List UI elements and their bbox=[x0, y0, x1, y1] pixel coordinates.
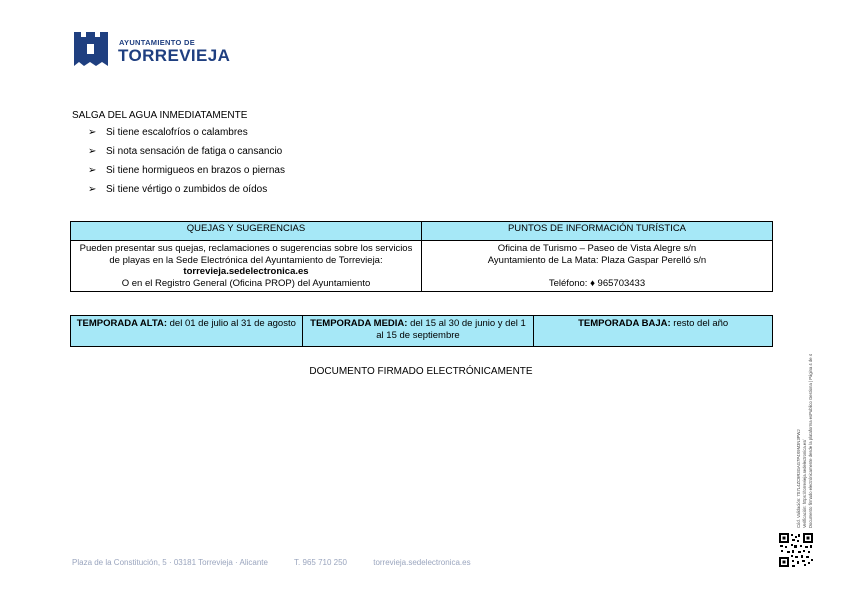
season-baja-label: TEMPORADA BAJA: bbox=[578, 318, 671, 329]
complaints-registry: O en el Registro General (Oficina PROP) del Ayuntamiento bbox=[121, 277, 371, 289]
arrow-bullet-icon: ➢ bbox=[88, 165, 97, 176]
tourist-phone: Teléfono: ♦ 965703433 bbox=[548, 277, 646, 289]
logo-org-big: TORREVIEJA bbox=[118, 46, 231, 65]
logo-org-small: AYUNTAMIENTO DE bbox=[119, 38, 196, 47]
symptom-list bbox=[88, 127, 285, 203]
season-baja-text: resto del año bbox=[670, 318, 729, 329]
season-alta-text: del 01 de julio al 31 de agosto bbox=[167, 318, 296, 329]
season-alta-label: TEMPORADA ALTA: bbox=[76, 318, 167, 329]
footer-address: Plaza de la Constitución, 5 · 03181 Torrevieja · Alicante bbox=[72, 558, 268, 567]
list-item bbox=[88, 165, 285, 184]
la-mata-office: Ayuntamiento de La Mata: Plaza Gaspar Perelló s/n bbox=[487, 254, 707, 266]
season-table bbox=[70, 315, 773, 347]
ayuntamiento-logo bbox=[72, 28, 242, 74]
list-item bbox=[88, 184, 285, 203]
season-media-cell bbox=[302, 316, 534, 347]
complaints-cell bbox=[71, 241, 422, 292]
season-baja-cell bbox=[534, 316, 773, 347]
arrow-bullet-icon: ➢ bbox=[88, 184, 97, 195]
complaints-header: QUEJAS Y SUGERENCIAS bbox=[71, 222, 422, 241]
arrow-bullet-icon: ➢ bbox=[88, 127, 97, 138]
verification-code: Cód. Validación: 7S7L4ZC9R3GAG7P4X9M3N3PWJ bbox=[796, 429, 801, 528]
verification-platform: Documento firmado electrónicamente desde la plataforma esPublico Gestiona | Página 4 de 4 bbox=[808, 353, 813, 528]
tourist-info-header: PUNTOS DE INFORMACIÓN TURÍSTICA bbox=[422, 222, 773, 241]
list-item-text: Si tiene escalofríos o calambres bbox=[106, 127, 248, 138]
list-item-text: Si tiene vértigo o zumbidos de oídos bbox=[106, 184, 268, 195]
verification-url[interactable]: Verificación: https://torrevieja.sedelectronica.es/ bbox=[802, 439, 807, 528]
list-item bbox=[88, 146, 285, 165]
signed-notice: DOCUMENTO FIRMADO ELECTRÓNICAMENTE bbox=[309, 366, 533, 377]
section-heading: SALGA DEL AGUA INMEDIATAMENTE bbox=[72, 110, 248, 121]
tourist-office: Oficina de Turismo – Paseo de Vista Alegre s/n bbox=[497, 243, 697, 254]
list-item-text: Si tiene hormigueos en brazos o piernas bbox=[106, 165, 285, 176]
season-alta-cell bbox=[71, 316, 303, 347]
info-table bbox=[70, 221, 773, 292]
tower-logo-icon bbox=[72, 28, 110, 70]
footer-phone: T. 965 710 250 bbox=[294, 558, 347, 567]
page-footer bbox=[72, 558, 495, 567]
footer-web[interactable]: torrevieja.sedelectronica.es bbox=[373, 558, 471, 567]
list-item-text: Si nota sensación de fatiga o cansancio bbox=[106, 146, 283, 157]
complaints-text: Pueden presentar sus quejas, reclamaciones o sugerencias sobre los servicios de playas en la Sede Electrónica del Ayuntamiento de Torrevieja: bbox=[79, 243, 413, 266]
season-media-text: del 15 al 30 de junio y del 1 al 15 de septiembre bbox=[376, 318, 526, 341]
sede-link[interactable]: torrevieja.sedelectronica.es bbox=[183, 266, 309, 277]
verification-sidebar bbox=[790, 280, 820, 530]
list-item bbox=[88, 127, 285, 146]
season-media-label: TEMPORADA MEDIA: bbox=[310, 318, 408, 329]
qr-code-icon bbox=[778, 532, 814, 568]
arrow-bullet-icon: ➢ bbox=[88, 146, 97, 157]
tourist-info-cell bbox=[422, 241, 773, 292]
